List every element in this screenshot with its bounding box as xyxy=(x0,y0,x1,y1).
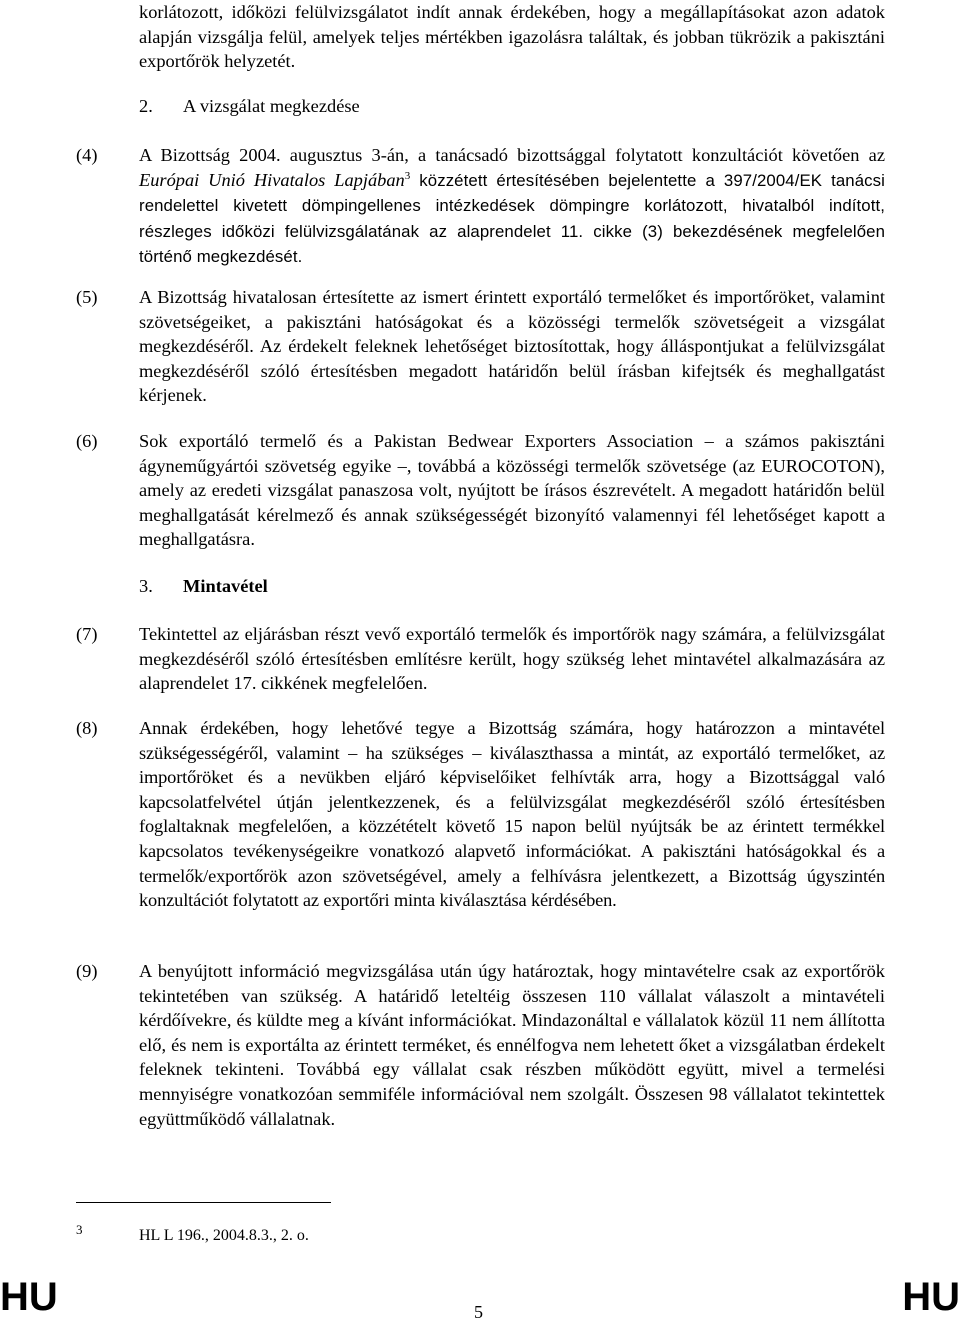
footnote-number: 3 xyxy=(76,1222,83,1237)
paragraph-5: A Bizottság hivatalosan értesítette az ismert érintett exportáló termelőket és importőröket, valamint szövetségeiket, a pakisztáni hatóságokat és a közösségi termelők szövetségeit a vizsgálat megkezdéséről. Az érdekelt feleknek lehetőséget biztosítottak, hogy álláspontjukat a felülvizsgálat megkezdéséről szóló értesítésben megadott határidőn belül írásban kifejtsék és meghallgatást kérjenek. xyxy=(139,287,885,406)
footer-language-right: HU xyxy=(902,1275,960,1319)
paragraph-4 xyxy=(139,143,885,270)
paragraph-number-4: (4) xyxy=(76,145,98,165)
paragraph-8: Annak érdekében, hogy lehetővé tegye a Bizottság számára, hogy határozzon a mintavétel szükségességéről, valamint – ha szükséges – kiválaszthassa a mintát, az exportáló termelőket, az importőröket és a nevükben eljáró képviselőiket felhívták arra, hogy a Bizottsággal való kapcsolatfelvétel útján jelentkezzenek, és a felülvizsgálat megkezdéséről szóló értesítésben foglaltaknak megfelelően, a közzétételt követő 15 napon belül nyújtsák be az érintett termékkel kapcsolatos tevékenységeikre vonatkozó alapvető információkat. A pakisztáni hatóságokkal és a termelők/exportőrök azon szövetségével, amely a felhívásra jelentkezett, a Bizottság úgyszintén konzultációt folytatott az exportőri minta kiválasztása kérdésében. xyxy=(139,718,885,911)
section-number: 3. xyxy=(139,576,153,596)
section-heading-3 xyxy=(139,574,268,599)
paragraph-number-9: (9) xyxy=(76,961,98,981)
section-number: 2. xyxy=(139,96,153,116)
footer-language-left: HU xyxy=(0,1275,58,1319)
paragraph-7: Tekintettel az eljárásban részt vevő exportáló termelők és importőrök nagy számára, a felülvizsgálat megkezdéséről szóló értesítésben említésre került, hogy szükség lehet mintavétel alkalmazására az alaprendelet 17. cikkének megfelelően. xyxy=(139,624,885,694)
footnote-text: HL L 196., 2004.8.3., 2. o. xyxy=(139,1227,309,1244)
paragraph-number-5: (5) xyxy=(76,287,98,307)
paragraph-6: Sok exportáló termelő és a Pakistan Bedwear Exporters Association – a számos pakisztáni ágyneműgyártói szövetség egyike –, továbbá a közösségi termelők szövetsége (az EUROCOTON), amely az eredeti vizsgálat panaszosa volt, nyújtott be írásos észrevételt. A megadott határidőn belül meghallgatását kérelmező és annak szükségességét bizonyító valamennyi fél lehetőséget kapott a meghallgatásra. xyxy=(139,431,885,550)
paragraph-number-8: (8) xyxy=(76,718,98,738)
paragraph-number-7: (7) xyxy=(76,624,98,644)
paragraph-4-text-a: A Bizottság 2004. augusztus 3-án, a tanácsadó bizottsággal folytatott konzultációt követően az xyxy=(139,145,885,165)
section-title: Mintavétel xyxy=(183,576,268,596)
paragraph-4-text-b: közzétett értesítésében bejelentette a 397/2004/EK tanácsi rendelettel kivetett dömpingellenes intézkedések dömpingre korlátozott, hivatalból indított, részleges időközi felülvizsgálatának az alaprendelet 11. cikke (3) bekezdésének megfelelően történő megkezdését. xyxy=(139,170,885,267)
intro-paragraph: korlátozott, időközi felülvizsgálatot indít annak érdekében, hogy a megállapításokat azon adatok alapján vizsgálja felül, amelyek teljes mértékben igazolásra találtak, és jobban tükrözik a pakisztáni exportőrök helyzetét. xyxy=(139,2,885,72)
paragraph-number-6: (6) xyxy=(76,431,98,451)
footnote-reference[interactable]: 3 xyxy=(404,169,411,182)
paragraph-9: A benyújtott információ megvizsgálása után úgy határoztak, hogy mintavételre csak az exportőrök tekintetében van szükség. A határidő leteltéig összesen 110 vállalat válaszolt a mintavételi kérdőívekre, és küldte meg a kívánt információkat. Mindazonáltal e vállalatok közül 11 nem állította elő, és nem is exportálta az érintett terméket, és ennélfogva nem lehetett őket a vizsgálatban érdekelt feleknek tekinteni. Továbbá egy vállalat csak részben működött együtt, mivel a termelési mennyiségre vonatkozóan semmiféle információval nem szolgált. Összesen 98 vállalatot tekintettek együttműködő vállalatnak. xyxy=(139,961,885,1129)
page-number: 5 xyxy=(474,1302,483,1322)
journal-title: Európai Unió Hivatalos Lapjában xyxy=(139,169,405,190)
section-title: A vizsgálat megkezdése xyxy=(183,96,360,116)
footnote-separator xyxy=(76,1202,331,1203)
section-heading-2 xyxy=(139,94,360,119)
